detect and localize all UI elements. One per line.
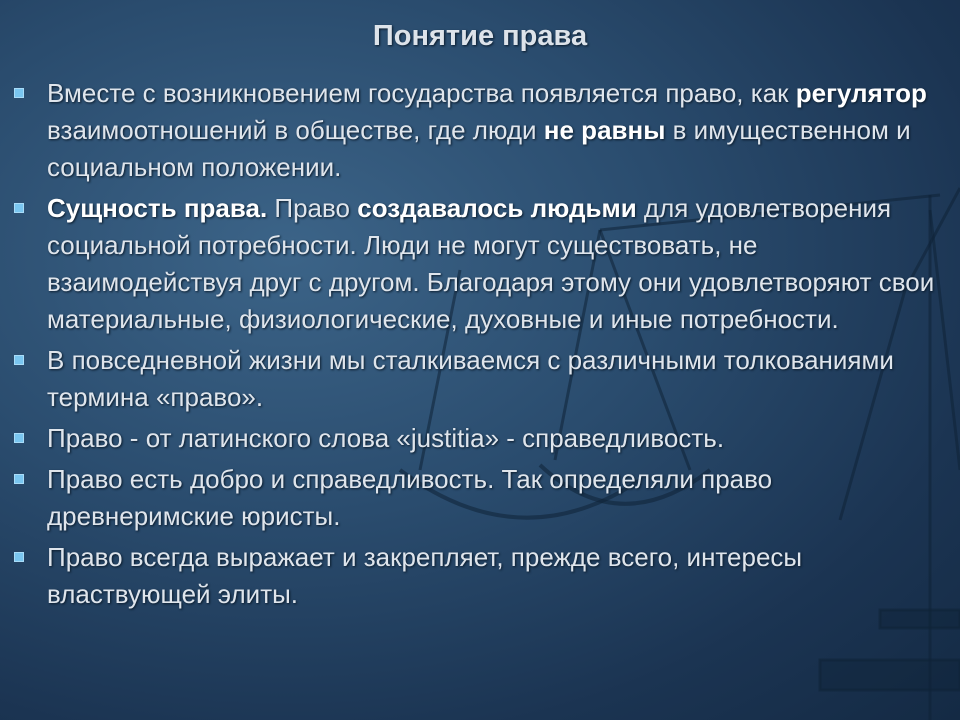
list-item bbox=[10, 420, 945, 457]
item-text: Право всегда выражает и закрепляет, прежде всего, интересы властвующей элиты. bbox=[47, 542, 803, 609]
list-item bbox=[10, 461, 945, 535]
item-text: Право есть добро и справедливость. Так определяли право древнеримские юристы. bbox=[47, 464, 773, 531]
square-bullet-icon bbox=[14, 355, 24, 365]
square-bullet-icon bbox=[14, 88, 24, 98]
square-bullet-icon bbox=[14, 203, 24, 213]
item-text: в имущественном и социальном положении. bbox=[47, 115, 911, 182]
item-text: Право - от латинского слова «justitia» - справедливость. bbox=[47, 423, 725, 453]
bullet-list bbox=[10, 75, 945, 617]
item-text: В повседневной жизни мы сталкиваемся с различными толкованиями термина «право». bbox=[47, 345, 894, 412]
square-bullet-icon bbox=[14, 474, 24, 484]
square-bullet-icon bbox=[14, 552, 24, 562]
item-text: для удовлетворения социальной потребности. Люди не могут существовать, не взаимодействуя друг с другом. Благодаря этому они удовлетворяют свои материальные, физиологические, духовные и иные потребности. bbox=[47, 193, 935, 334]
item-bold-text: создавалось людьми bbox=[357, 193, 637, 223]
list-item bbox=[10, 75, 945, 186]
item-bold-text: не равны bbox=[543, 115, 666, 145]
list-item bbox=[10, 190, 945, 338]
item-text: Право bbox=[267, 193, 358, 223]
item-text: взаимоотношений в обществе, где люди bbox=[47, 115, 544, 145]
list-item bbox=[10, 342, 945, 416]
square-bullet-icon bbox=[14, 433, 24, 443]
list-item bbox=[10, 539, 945, 613]
item-bold-text: регулятор bbox=[795, 78, 927, 108]
page-title: Понятие права bbox=[372, 20, 588, 52]
item-bold-text: Сущность права. bbox=[47, 193, 268, 223]
item-text: Вместе с возникновением государства появляется право, как bbox=[47, 78, 796, 108]
